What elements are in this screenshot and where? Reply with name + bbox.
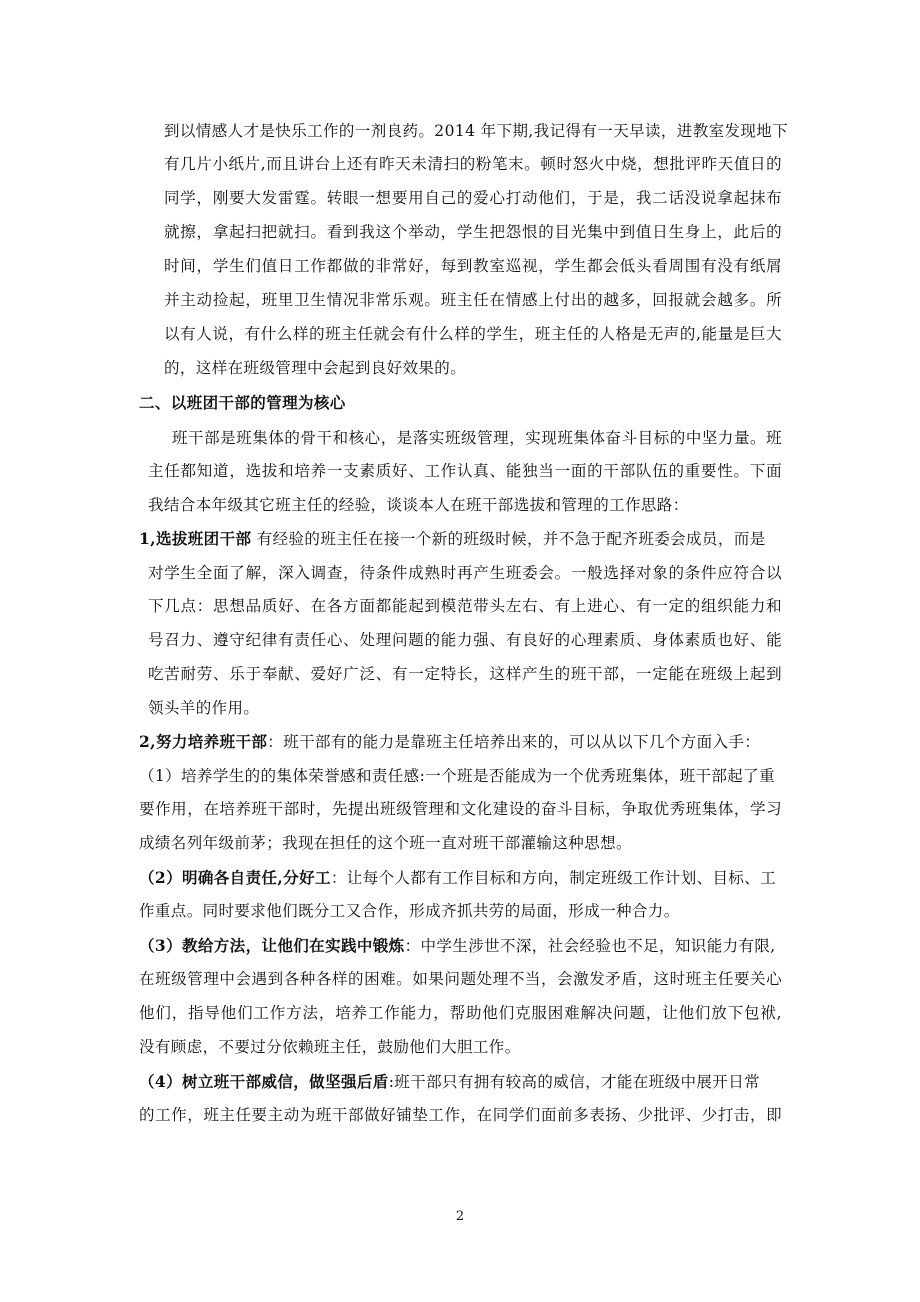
text-line: 班干部是班集体的骨干和核心，是落实班级管理，实现班集体奋斗目标的中坚力量。班 xyxy=(172,429,782,447)
text-line: 成绩名列年级前茅；我现在担任的这个班一直对班干部灌输这种思想。 xyxy=(139,834,632,852)
text-line: 到以情感人才是快乐工作的一剂良药。2014 年下期,我记得有一天早读，进教室发现地下 xyxy=(164,122,789,140)
page-number: 2 xyxy=(455,1209,465,1224)
text-line: 没有顾虑，不要过分依赖班主任，鼓励他们大胆工作。 xyxy=(139,1038,521,1056)
text-line: 主任都知道，选拔和培养一支素质好、工作认真、能独当一面的干部队伍的重要性。下面 xyxy=(148,462,782,480)
text-line: 就擦，拿起扫把就扫。看到我这个举动，学生把怨恨的目光集中到值日生身上，此后的 xyxy=(164,223,782,241)
text-run: 有经验的班主任在接一个新的班级时候，并不急于配齐班委会成员，而是 xyxy=(251,530,766,548)
text-line: 的，这样在班级管理中会起到良好效果的。 xyxy=(164,359,467,377)
list-item-heading-line xyxy=(139,529,782,549)
sub-item-title: （3）教给方法，让他们在实践中锻炼 xyxy=(139,936,405,955)
text-line: 吃苦耐劳、乐于奉献、爱好广泛、有一定特长，这样产生的班干部，一定能在班级上起到 xyxy=(148,665,782,683)
sub-item-heading-line xyxy=(139,868,776,888)
text-line: 作重点。同时要求他们既分工又合作，形成齐抓共劳的局面，形成一种合力。 xyxy=(139,902,680,920)
text-line: 的工作，班主任要主动为班干部做好铺垫工作，在同学们面前多表扬、少批评、少打击，即 xyxy=(139,1106,782,1124)
text-line: 有几片小纸片,而且讲台上还有昨天未清扫的粉笔末。顿时怒火中烧，想批评昨天值日的 xyxy=(164,155,782,173)
text-line: 在班级管理中会遇到各种各样的困难。如果问题处理不当，会激发矛盾，这时班主任要关心 xyxy=(139,970,782,988)
list-item-heading-line xyxy=(139,732,760,752)
text-run: ：班干部有的能力是靠班主任培养出来的，可以从以下几个方面入手： xyxy=(267,733,761,751)
text-line: 号召力、遵守纪律有责任心、处理问题的能力强、有良好的心理素质、身体素质也好、能 xyxy=(148,631,782,649)
sub-item-heading-line xyxy=(139,936,776,956)
text-line: 我结合本年级其它班主任的经验，谈谈本人在班干部选拔和管理的工作思路： xyxy=(148,496,689,514)
list-item-title: 1,选拔班团干部 xyxy=(139,529,252,548)
text-line: 并主动捡起，班里卫生情况非常乐观。班主任在情感上付出的越多，回报就会越多。所 xyxy=(164,291,782,309)
text-line: 要作用，在培养班干部时，先提出班级管理和文化建设的奋斗目标，争取优秀班集体，学习 xyxy=(139,800,782,818)
text-line: 以有人说，有什么样的班主任就会有什么样的学生，班主任的人格是无声的,能量是巨大 xyxy=(164,325,782,343)
sub-item-heading-line xyxy=(139,766,775,786)
text-run: ：让每个人都有工作目标和方向，制定班级工作计划、目标、工 xyxy=(330,869,777,887)
text-line: 对学生全面了解，深入调查，待条件成熟时再产生班委会。一般选择对象的条件应符合以 xyxy=(148,564,782,582)
text-run: :班干部只有拥有较高的威信，才能在班级中展开日常 xyxy=(388,1073,761,1091)
text-line: 领头羊的作用。 xyxy=(148,699,260,717)
text-run: :一个班是否能成为一个优秀班集体，班干部起了重 xyxy=(419,767,776,785)
text-line: 他们，指导他们工作方法，培养工作能力，帮助他们克服困难解决问题，让他们放下包袱, xyxy=(139,1004,782,1022)
section-heading: 二、以班团干部的管理为核心 xyxy=(139,393,346,412)
sub-item-title: （1）培养学生的的集体荣誉感和责任感 xyxy=(139,767,420,785)
text-line: 同学，刚要大发雷霆。转眼一想要用自己的爱心打动他们，于是，我二话没说拿起抹布 xyxy=(164,189,782,207)
text-line: 时间，学生们值日工作都做的非常好，每到教室巡视，学生都会低头看周围有没有纸屑 xyxy=(164,257,782,275)
sub-item-title: （4）树立班干部威信，做坚强后盾 xyxy=(139,1072,389,1091)
text-run: ：中学生涉世不深，社会经验也不足，知识能力有限, xyxy=(404,937,776,955)
sub-item-heading-line xyxy=(139,1072,760,1092)
sub-item-title: （2）明确各自责任,分好工 xyxy=(139,868,331,887)
list-item-title: 2,努力培养班干部 xyxy=(139,732,268,751)
text-line: 下几点：思想品质好、在各方面都能起到模范带头左右、有上进心、有一定的组织能力和 xyxy=(148,597,782,615)
